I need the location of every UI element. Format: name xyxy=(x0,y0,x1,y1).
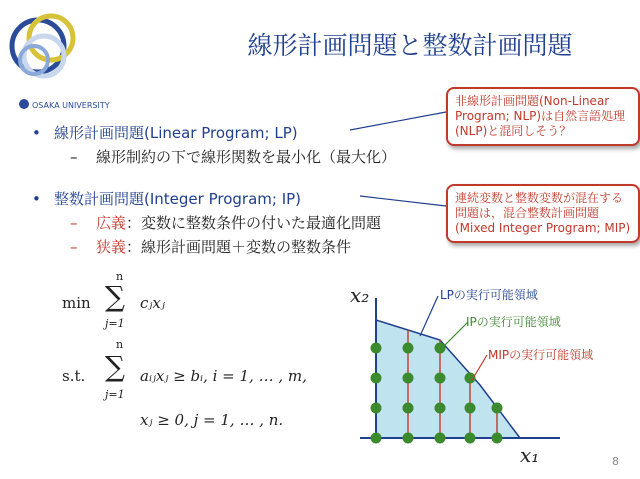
math-constraint2: xⱼ ≥ 0, j = 1, … , n. xyxy=(140,411,284,429)
bullet-lp-label: 線形計画問題(Linear Program; LP) xyxy=(54,124,298,142)
x1-axis-label: x₁ xyxy=(520,443,540,467)
sub-ip-narrow: – 狭義：線形計画問題＋変数の整数条件 xyxy=(70,238,352,256)
sub-ip-narrow-lead: 狭義 xyxy=(96,238,127,256)
page-number: 8 xyxy=(612,455,619,468)
mip-region-label: MIPの実行可能領域 xyxy=(488,348,594,362)
callout-nlp: 非線形計画問題(Non-Linear Program; NLP)は自然言語処理(NLP)と混同しそう？ xyxy=(446,87,640,146)
sub-ip-broad-text: ：変数に整数条件の付いた最適化問題 xyxy=(126,214,382,232)
sub-ip-broad-lead: 広義 xyxy=(96,214,127,232)
math-sum1-lower: j=1 xyxy=(105,317,125,330)
ip-region-label: IPの実行可能領域 xyxy=(466,315,561,329)
bullet-ip-label: 整数計画問題(Integer Program; IP) xyxy=(54,190,302,208)
bullet-lp: • 線形計画問題(Linear Program; LP) xyxy=(32,124,298,142)
lp-feasible-region xyxy=(376,320,520,438)
ip-label-leader xyxy=(444,322,468,346)
sub-ip-broad: – 広義：変数に整数条件の付いた最適化問題 xyxy=(70,214,382,232)
math-sum2-upper: n xyxy=(116,338,124,351)
math-objective: cⱼxⱼ xyxy=(140,294,165,312)
slide-title: 線形計画問題と整数計画問題 xyxy=(247,31,573,60)
bullet-ip: • 整数計画問題(Integer Program; IP) xyxy=(32,190,302,208)
callout-mip: 連続変数と整数変数が混在する問題は，混合整数計画問題(Mixed Integer Program; MIP) xyxy=(446,184,640,243)
math-sum1-upper: n xyxy=(116,270,124,283)
math-st: s.t. xyxy=(62,367,86,385)
math-sum2: ∑ xyxy=(105,350,125,383)
lp-region-label: LPの実行可能領域 xyxy=(440,288,538,302)
sub-lp-def-text: 線形制約の下で線形関数を最小化（最大化） xyxy=(96,148,397,166)
sub-ip-narrow-text: ：線形計画問題＋変数の整数条件 xyxy=(126,238,352,256)
math-min: min xyxy=(62,294,91,312)
lp-label-leader xyxy=(420,296,438,336)
mip-label-leader xyxy=(472,355,487,380)
math-constraint1: aᵢⱼxⱼ ≥ bᵢ, i = 1, … , m, xyxy=(140,367,307,385)
sub-lp-def: – 線形制約の下で線形関数を最小化（最大化） xyxy=(70,148,397,166)
math-sum1: ∑ xyxy=(105,280,125,313)
x2-axis-label: x₂ xyxy=(350,283,370,307)
logo-text: OSAKA UNIVERSITY xyxy=(32,101,110,110)
math-sum2-lower: j=1 xyxy=(105,388,125,401)
